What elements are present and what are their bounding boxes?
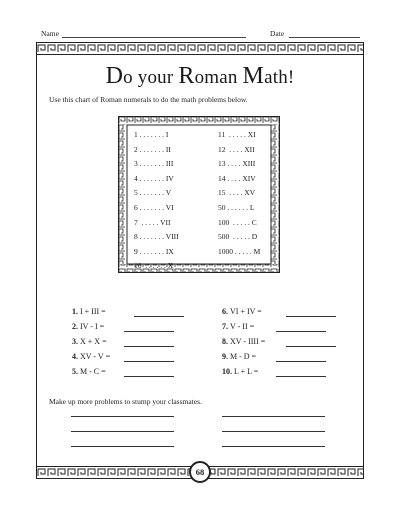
frame-left-edge [36,55,37,466]
problem-number: 8. [222,337,230,346]
math-problem [72,322,104,331]
answer-line[interactable] [286,316,336,317]
math-problem [222,337,265,346]
math-problem [72,367,106,376]
math-problem [222,352,256,361]
make-up-instructions: Make up more problems to stump your classmates. [49,397,202,406]
problem-expression: M - C = [80,367,106,376]
problem-expression: XV - IIII = [230,337,266,346]
problem-number: 5. [72,367,80,376]
chart-row: 1 . . . . . . . I [134,130,169,139]
math-problem [72,337,107,346]
problem-number: 6. [222,307,230,316]
problem-expression: M - D = [230,352,257,361]
problem-number: 9. [222,352,230,361]
chart-row: 10 . . . . . . X [134,261,174,271]
frame-right-edge [363,55,364,466]
chart-row: 8 . . . . . . . VIII [134,232,179,242]
page-number-badge: 68 [189,461,211,483]
blank-line[interactable] [71,446,174,447]
chart-row: 7 . . . . . VII [134,217,171,227]
title-part3: ath! [264,67,295,88]
math-problem [222,367,258,376]
chart-row: 1000 . . . . . M [218,246,261,256]
problem-number: 7. [222,322,230,331]
problem-number: 2. [72,322,80,331]
date-field[interactable] [289,37,360,38]
name-label: Name [41,29,59,38]
problem-number: 10. [222,367,234,376]
roman-numeral-chart [118,116,280,273]
math-problem [72,307,106,316]
blank-line[interactable] [222,431,325,432]
chart-row: 100 . . . . . C [218,217,257,227]
chart-row: 13 . . . . XIII [218,159,256,169]
answer-line[interactable] [124,376,174,377]
title-part2: oman [194,67,243,88]
problem-expression: V - II = [230,322,255,331]
chart-row: 6 . . . . . . . VI [134,203,174,212]
answer-line[interactable] [124,331,174,332]
top-greek-key-border [36,42,364,55]
answer-line[interactable] [124,361,174,362]
problem-expression: IV - I = [80,322,105,331]
problem-expression: L + L = [234,367,259,376]
chart-row: 9 . . . . . . . IX [134,246,174,256]
problem-expression: X + X = [80,337,107,346]
chart-row: 12 . . . . XII [218,144,255,154]
blank-line[interactable] [222,446,325,447]
answer-line[interactable] [276,376,326,377]
page-title [0,63,400,90]
problem-number: 4. [72,352,80,361]
title-part1: o your [123,67,179,88]
chart-row: 50 . . . . . . L [218,203,255,212]
chart-instructions: Use this chart of Roman numerals to do the math problems below. [49,95,248,104]
chart-row: 4 . . . . . . . IV [134,173,174,183]
title-initial-r: R [178,63,195,89]
title-initial-m: M [242,63,265,89]
problem-expression: VI + IV = [230,307,262,316]
chart-row: 11 . . . . . XI [218,130,256,139]
blank-line[interactable] [71,416,174,417]
chart-row: 14 . . . . XIV [218,173,256,183]
answer-line[interactable] [286,346,336,347]
problem-expression: I + III = [80,307,106,316]
math-problem [222,322,254,331]
answer-line[interactable] [134,316,184,317]
chart-row: 3 . . . . . . . III [134,159,174,169]
chart-row: 15 . . . . XV [218,188,256,198]
chart-row: 2 . . . . . . . II [134,144,171,154]
title-initial-d: D [105,63,124,89]
math-problem [72,352,110,361]
date-label: Date [270,29,285,38]
answer-line[interactable] [276,361,326,362]
blank-line[interactable] [71,431,174,432]
problem-number: 1. [72,307,80,316]
answer-line[interactable] [276,331,326,332]
blank-line[interactable] [222,416,325,417]
chart-row: 500 . . . . . D [218,232,258,242]
math-problem [222,307,262,316]
problem-expression: XV - V = [80,352,111,361]
answer-line[interactable] [124,346,174,347]
problem-number: 3. [72,337,80,346]
chart-row: 5 . . . . . . . V [134,188,172,198]
name-field[interactable] [62,37,246,38]
